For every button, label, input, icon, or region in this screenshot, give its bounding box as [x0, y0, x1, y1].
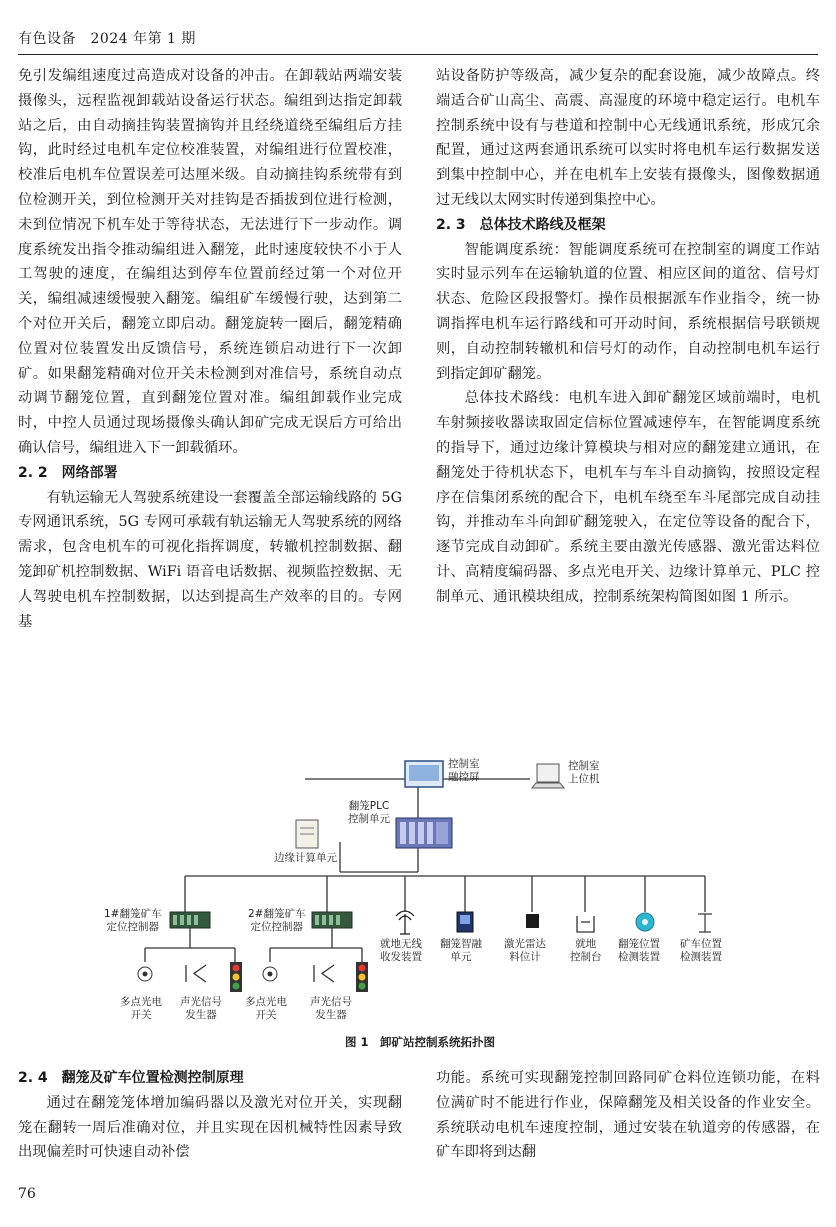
laser-level-icon [526, 914, 539, 928]
figure-caption: 图 1 卸矿站控制系统拓扑图 [344, 1035, 495, 1049]
topology-figure [100, 752, 740, 1057]
server-icon [296, 820, 318, 848]
paragraph: 功能。系统可实现翻笼控制回路同矿仓料位连锁功能，在料位满矿时不能进行作业，保障翻笼及相关设备的作业安全。系统联动电机车速度控制，通过安装在轨道旁的传感器，在矿车即将到达翻 [436, 1070, 820, 1161]
paragraph: 通过在翻笼笼体增加编码器以及激光对位开关，实现翻笼在翻转一周后准确对位，并且实现在因机械特性因素导致出现偏差时可快速自动补偿 [18, 1094, 402, 1161]
label-photo-switch-1: 多点光电 开关 [120, 996, 162, 1021]
right-column-bottom [436, 1066, 820, 1165]
smart-unit-icon [457, 912, 473, 932]
header-rule [18, 54, 818, 55]
paragraph: 总体技术路线：电机车进入卸矿翻笼区域前端时，电机车射频接收器读取固定信标位置减速停车，在智能调度系统的指导下，通过边缘计算模块与相对应的翻笼建立通讯，在翻笼处于待机状态下，电机车与车斗自动摘钩，按照设定程序在信集闭系统的配合下，电机车绕至车斗尾部完成自动挂钩，并推动车斗向卸矿翻笼驶入，在定位等设备的配合下，逐节完成自动卸矿。系统主要由激光传感器、激光雷达料位计、高精度编码器、多点光电开关、边缘计算单元、PLC 控制单元、通讯模块组成，控制系统架构简图如图 1 所示。 [436, 390, 820, 605]
antenna-icon [396, 911, 414, 934]
paragraph: 免引发编组速度过高造成对设备的冲击。在卸载站两端安装摄像头，远程监视卸载站设备运行状态。编组到达指定卸载站之后，由自动摘挂钩装置摘钩并且经绕道绕至编组后方挂钩，此时经过电机车定位校准装置，对编组进行位置校准，校准后电机车位置误差可达厘米级。自动摘挂钩系统带有到位检测开关，到位检测开关对挂钩是否插拔到位进行检测，未到位情况下机车处于等待状态，无法进行下一步动作。调度系统发出指令推动编组进入翻笼，此时速度较快不小于人工驾驶的速度，在编组达到停车位置前经过第一个对位开关，编组减速缓慢驶入翻笼。编组矿车缓慢行驶，达到第二个对位开关后，翻笼立即启动。翻笼旋转一圈后，翻笼精确位置对位装置发出反馈信号，系统连锁启动进行下一次卸矿。如果翻笼精确对位开关未检测到对准信号，系统自动点动调节翻笼位置，直到翻笼位置对准。编组卸载作业完成时，中控人员通过现场摄像头确认卸矿完成无误后方可给出确认信号，编组进入下一卸载循环。 [18, 68, 402, 456]
signal-icon-2 [314, 965, 334, 982]
page-number: 76 [18, 1186, 36, 1202]
controller-icon-2 [312, 912, 352, 928]
label-edge-unit: 边缘计算单元 [274, 852, 337, 864]
label-control-room-pc: 控制室 上位机 [568, 760, 600, 785]
topology-diagram [100, 752, 740, 1032]
position-sensor-icon [636, 913, 654, 931]
section-heading-2-2: 2. 2 网络部署 [18, 464, 118, 481]
label-signal-gen-1: 声光信号 发生器 [180, 996, 222, 1021]
paragraph: 智能调度系统：智能调度系统可在控制室的调度工作站实时显示列车在运输轨道的位置、相应区间的道岔、信号灯状态、危险区段报警灯。操作员根据派车作业指令，统一协调指挥电机车运行路线和可开动时间，系统根据信号联锁规则，自动控制转辙机和信号灯的动作，自动控制电机车运行到指定卸矿翻笼。 [436, 241, 820, 382]
label-locator-1: 1#翻笼矿车 定位控制器 [104, 908, 162, 933]
label-position-detect: 翻笼位置 检测装置 [618, 938, 660, 963]
traffic-light-icon-2 [356, 962, 368, 992]
console-icon [577, 916, 594, 932]
label-plc-unit: 翻笼PLC 控制单元 [348, 800, 390, 825]
journal-header: 有色设备 2024 年第 1 期 [18, 31, 196, 47]
photo-switch-icon-1 [138, 967, 152, 981]
label-smart-unit: 翻笼智融 单元 [440, 938, 482, 963]
label-local-console: 就地 控制台 [570, 938, 602, 963]
traffic-light-icon-1 [230, 962, 242, 992]
monitor-icon [405, 761, 443, 787]
computer-icon [532, 764, 564, 788]
left-column-bottom [18, 1066, 402, 1165]
controller-icon-1 [170, 912, 210, 928]
photo-switch-icon-2 [263, 967, 277, 981]
paragraph: 有轨运输无人驾驶系统建设一套覆盖全部运输线路的 5G 专网通讯系统，5G 专网可承载有轨运输无人驾驶系统的网络需求，包含电机车的可视化指挥调度，转辙机控制数据、翻笼卸矿机控制数据、WiFi 语音电话数据、视频监控数据、无人驾驶电机车控制数据，以达到提高生产效率的目的。专网基 [18, 489, 402, 630]
label-photo-switch-2: 多点光电 开关 [245, 996, 287, 1021]
label-control-room-screen: 控制室 融控屏 [448, 758, 480, 783]
label-signal-gen-2: 声光信号 发生器 [310, 996, 352, 1021]
car-sensor-icon [698, 914, 712, 932]
right-column [436, 64, 820, 610]
left-column [18, 64, 402, 634]
plc-rack-icon [396, 818, 452, 848]
label-locator-2: 2#翻笼矿车 定位控制器 [248, 908, 306, 933]
section-heading-2-3: 2. 3 总体技术路线及框架 [436, 216, 606, 233]
label-wireless: 就地无线 收发装置 [380, 938, 422, 963]
section-heading-2-4: 2. 4 翻笼及矿车位置检测控制原理 [18, 1070, 244, 1086]
label-laser-level: 激光雷达 料位计 [504, 938, 546, 963]
label-car-detect: 矿车位置 检测装置 [680, 938, 722, 963]
signal-icon-1 [186, 965, 206, 982]
paragraph: 站设备防护等级高，减少复杂的配套设施，减少故障点。终端适合矿山高尘、高震、高湿度的环境中稳定运行。电机车控制系统中设有与巷道和控制中心无线通讯系统，形成冗余配置，通过这两套通讯系统可以实时将电机车运行数据发送到集中控制中心，并在电机车上安装有摄像头，图像数据通过无线以太网实时传递到集控中心。 [436, 68, 820, 208]
